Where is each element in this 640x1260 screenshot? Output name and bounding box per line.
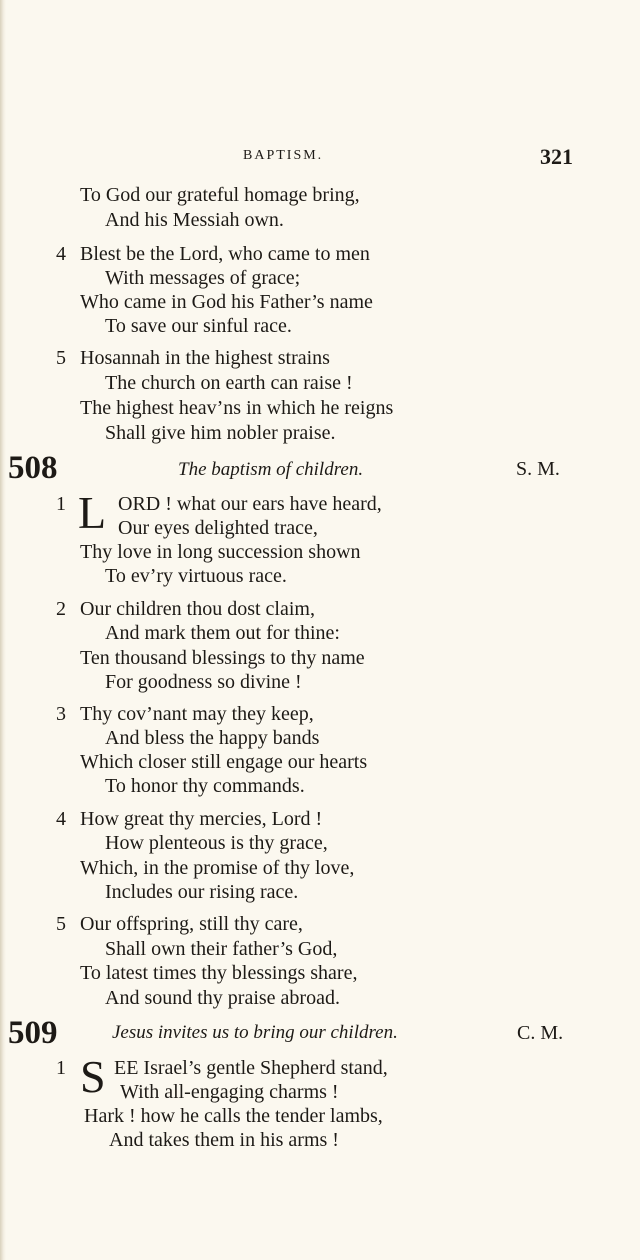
hymn-title: Jesus invites us to bring our children.	[112, 1022, 398, 1043]
drop-cap: L	[78, 487, 107, 538]
stanza-number: 3	[56, 703, 66, 725]
verse-line: EE Israel’s gentle Shepherd stand,	[114, 1057, 388, 1079]
verse-line: And bless the happy bands	[105, 727, 320, 749]
verse-line: Who came in God his Father’s name	[80, 291, 373, 313]
verse-line: Thy cov’nant may they keep,	[80, 703, 314, 725]
verse-line: And sound thy praise abroad.	[105, 987, 340, 1009]
verse-line: Ten thousand blessings to thy name	[80, 647, 365, 669]
verse-line: And his Messiah own.	[105, 209, 284, 231]
verse-line: Which closer still engage our hearts	[80, 751, 368, 773]
verse-line: To latest times thy blessings share,	[80, 962, 358, 984]
hymn-number: 508	[8, 450, 58, 486]
verse-line: The church on earth can raise !	[105, 372, 353, 394]
stanza-number: 4	[56, 808, 66, 830]
verse-line: To save our sinful race.	[105, 315, 292, 337]
stanza-number: 1	[56, 1057, 66, 1079]
drop-cap: S	[80, 1051, 106, 1102]
stanza-number: 1	[56, 493, 66, 515]
verse-line: With all-engaging charms !	[120, 1081, 339, 1103]
verse-line: Includes our rising race.	[105, 881, 299, 903]
verse-line: And takes them in his arms !	[109, 1129, 339, 1151]
verse-line: The highest heav’ns in which he reigns	[80, 397, 394, 419]
hymn-meter: C. M.	[517, 1022, 564, 1044]
verse-line: To honor thy commands.	[105, 775, 305, 797]
running-title: BAPTISM.	[243, 148, 324, 163]
verse-line: And mark them out for thine:	[105, 622, 340, 644]
verse-line: Blest be the Lord, who came to men	[80, 243, 370, 265]
verse-line: Hosannah in the highest strains	[80, 347, 330, 369]
hymn-title: The baptism of children.	[178, 459, 364, 480]
verse-line: Our offspring, still thy care,	[80, 913, 303, 935]
verse-line: Our children thou dost claim,	[80, 598, 315, 620]
stanza-number: 4	[56, 243, 66, 265]
hymn-meter: S. M.	[516, 458, 560, 480]
verse-line: Hark ! how he calls the tender lambs,	[84, 1105, 383, 1127]
verse-line: How plenteous is thy grace,	[105, 832, 328, 854]
verse-line: To God our grateful homage bring,	[80, 184, 360, 206]
verse-line: For goodness so divine !	[105, 671, 302, 693]
verse-line: Thy love in long succession shown	[80, 541, 361, 563]
verse-line: ORD ! what our ears have heard,	[118, 493, 382, 515]
verse-line: Our eyes delighted trace,	[118, 517, 318, 539]
stanza-number: 5	[56, 913, 66, 935]
verse-line: Shall own their father’s God,	[105, 938, 338, 960]
stanza-number: 2	[56, 598, 66, 620]
verse-line: With messages of grace;	[105, 267, 301, 289]
verse-line: How great thy mercies, Lord !	[80, 808, 323, 830]
verse-line: Which, in the promise of thy love,	[80, 857, 355, 879]
page-number: 321	[540, 144, 573, 169]
hymn-number: 509	[8, 1015, 58, 1051]
verse-line: To ev’ry virtuous race.	[105, 565, 287, 587]
page-spine	[0, 0, 6, 1260]
verse-line: Shall give him nobler praise.	[105, 422, 336, 444]
stanza-number: 5	[56, 347, 66, 369]
